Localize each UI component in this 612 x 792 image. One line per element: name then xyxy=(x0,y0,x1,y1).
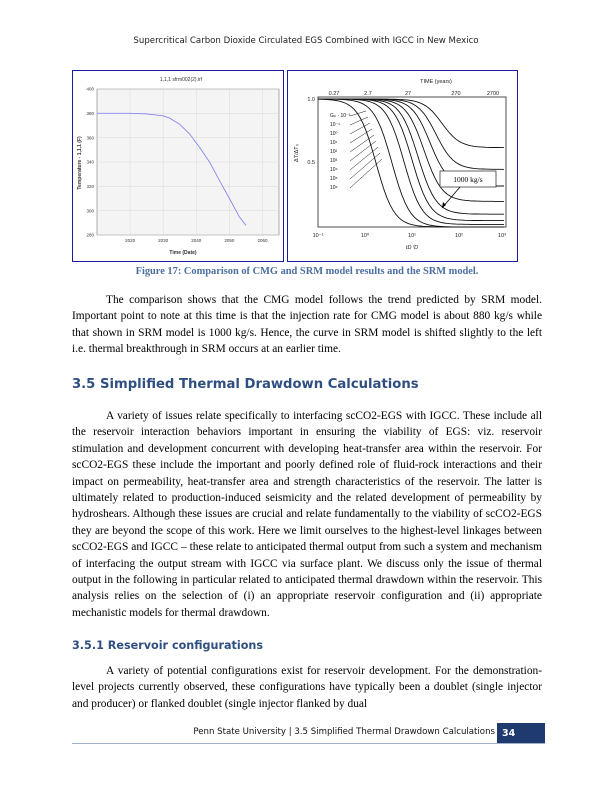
cmg-chart xyxy=(73,71,283,261)
cmg-y-tick: 320 xyxy=(86,183,94,189)
cmg-chart-panel xyxy=(72,70,284,262)
srm-curve-label: 10³ xyxy=(330,158,338,164)
srm-chart-panel xyxy=(287,70,518,262)
srm-curve-label: 10⁻¹ xyxy=(330,122,340,128)
cmg-ylabel: Temperature - 1,1,1 (F) xyxy=(77,136,83,190)
paragraph: A variety of potential configurations exist for reservoir development. For the demonstration-level projects currently observed, these configurations have typically been a doublet (single injector and producer) or flanked doublet (single injector flanked by dual xyxy=(72,665,542,710)
footer-text: Penn State University | 3.5 Simplified Thermal Drawdown Calculations xyxy=(193,727,495,737)
srm-annotation: 1000 kg/s xyxy=(453,175,483,184)
cmg-chart-title: 1,1,1 sfrm002(2).irf xyxy=(159,77,203,83)
srm-y-tick: 1.0 xyxy=(307,97,315,103)
cmg-y-tick: 360 xyxy=(86,135,94,141)
cmg-y-tick: 380 xyxy=(86,110,94,116)
srm-curve-label: 10⁶ xyxy=(330,185,338,191)
srm-y-label: ΔT/ΔT₀ xyxy=(294,144,300,162)
srm-curve-label: 10¹ xyxy=(330,140,338,146)
srm-time-axis-label: TIME (years) xyxy=(420,79,452,85)
srm-bottom-tick: 10⁻¹ xyxy=(312,233,324,239)
cmg-y-tick: 400 xyxy=(86,86,94,92)
cmg-y-tick: 300 xyxy=(86,208,94,214)
cmg-x-tick: 2050 xyxy=(224,238,235,243)
srm-bottom-tick: 10³ xyxy=(498,233,506,239)
cmg-y-tick: 280 xyxy=(86,232,94,238)
page-number: 34 xyxy=(497,723,545,744)
srm-top-tick: 270 xyxy=(451,91,461,97)
srm-chart xyxy=(288,71,517,261)
srm-top-tick: 2700 xyxy=(486,91,500,97)
srm-y-tick: 0.5 xyxy=(307,160,315,166)
footer-divider xyxy=(72,743,545,744)
srm-curve-label: 10⁴ xyxy=(330,167,338,173)
srm-bottom-tick: 10¹ xyxy=(408,233,416,239)
section-heading: 3.5 Simplified Thermal Drawdown Calculations xyxy=(72,377,419,392)
running-header: Supercritical Carbon Dioxide Circulated EGS Combined with IGCC in New Mexico xyxy=(133,36,479,46)
srm-curve-label: 10⁵ xyxy=(330,176,338,182)
srm-curve-label: 10² xyxy=(330,149,338,155)
cmg-y-tick: 340 xyxy=(86,159,94,165)
srm-curve-label: Gₚ · 10⁻² xyxy=(330,113,351,119)
srm-bottom-tick: 10⁰ xyxy=(360,233,370,239)
srm-x-label: tD ᶠD xyxy=(405,245,419,251)
paragraph: A variety of issues relate specifically to interfacing scCO2-EGS with IGCC. These include all the reservoir interaction behaviors important in ensuring the viability of EGS: viz. reservoir stimulation and development concurrent with developing heat-transfer area within the reservoir. For scCO2-EGS these include the important and poorly defined role of fluid-rock interactions and their impact on permeability, heat-transfer area and strength characteristics of the reservoir. The latter is ultimately related to production-induced seismicity and the related development of permeability by hydroshears. Although these issues are crucial and relate fundamentally to the viability of scCO2-EGS they are beyond the scope of this work. Here we limit ourselves to the highest-level linkages between scCO2-EGS and IGCC – these relate to anticipated thermal output from such a system and mechanism of interfacing the output stream with IGCC via surface plant. We discuss only the issue of thermal output in the following in particular related to anticipated thermal drawdown within the reservoir. This analysis relies on the selection of (i) an appropriate reservoir configuration and (ii) appropriate mechanistic models for thermal drawdown. xyxy=(72,410,542,619)
srm-top-tick: 2.7 xyxy=(364,91,372,97)
srm-curve-label: 10⁰ xyxy=(330,131,338,137)
cmg-x-tick: 2020 xyxy=(125,238,136,243)
cmg-x-tick: 2030 xyxy=(158,238,169,243)
srm-bottom-tick: 10² xyxy=(455,233,463,239)
subsection-heading: 3.5.1 Reservoir configurations xyxy=(72,639,264,652)
srm-top-tick: 27 xyxy=(404,91,412,97)
cmg-x-tick: 2060 xyxy=(257,238,268,243)
srm-top-tick: 0.27 xyxy=(328,91,340,97)
cmg-xlabel: Time (Date) xyxy=(169,250,197,256)
paragraph: The comparison shows that the CMG model follows the trend predicted by SRM model. Important point to note at this time is that the injection rate for CMG model is about 880 kg/s while that shown in SRM model is 1000 kg/s. Hence, the curve in SRM model is shifted slightly to the left i.e. thermal breakthrough in SRM occurs at an earlier time. xyxy=(72,294,542,356)
cmg-x-tick: 2040 xyxy=(191,238,202,243)
figure-caption: Figure 17: Comparison of CMG and SRM model results and the SRM model. xyxy=(135,266,479,277)
